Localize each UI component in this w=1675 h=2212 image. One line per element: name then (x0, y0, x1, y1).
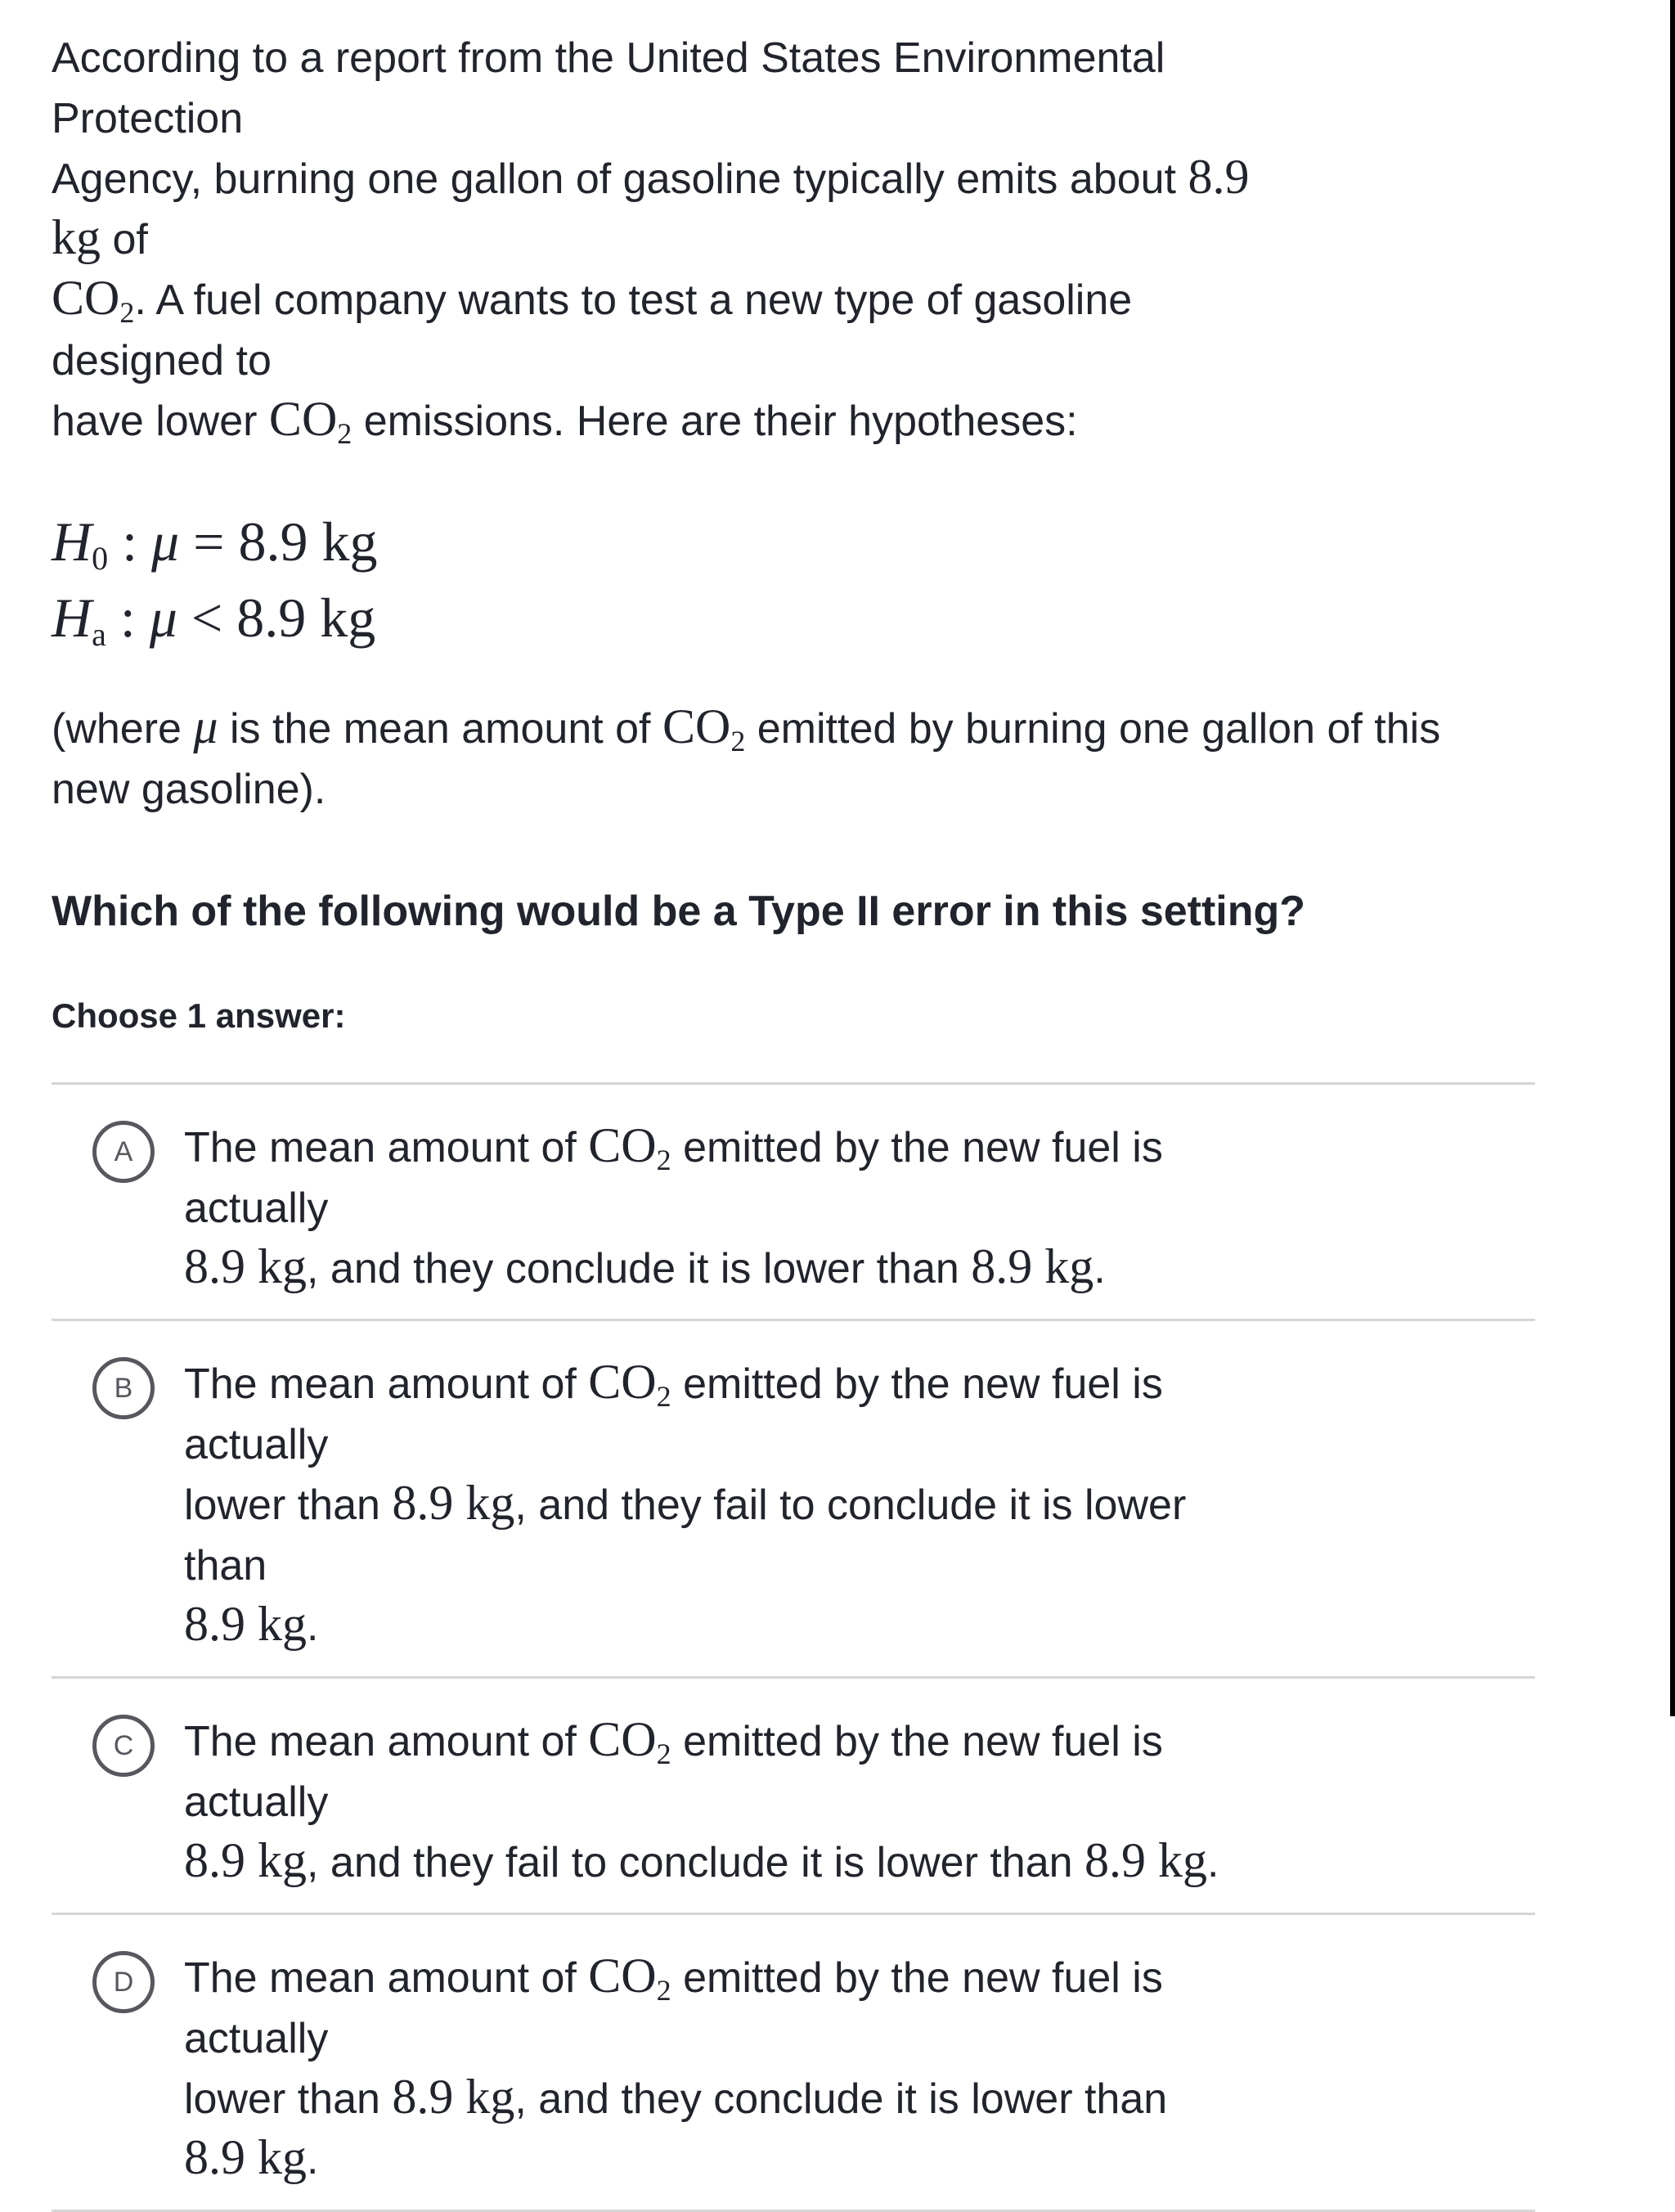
option-c-text (184, 1711, 1231, 1893)
math-run: : (108, 510, 152, 573)
question-text: Which of the following would be a Type II error in this setting? (52, 888, 1306, 935)
math-run: CO (662, 699, 731, 753)
text-line (184, 1596, 1231, 1657)
math-subscript: 2 (730, 725, 746, 758)
text-run: emitted by the new fuel is actually (184, 1718, 1163, 1826)
math-run: 8.9 kg (184, 1597, 307, 1651)
text-line (184, 1475, 1231, 1596)
text-run: The mean amount of (184, 1954, 589, 2002)
text-run: Agency, burning one gallon of gasoline typically emits about (52, 155, 1188, 203)
math-variable: H (52, 587, 92, 649)
math-subscript: 2 (337, 417, 353, 451)
math-subscript: 2 (656, 1380, 671, 1414)
text-run: have lower (52, 398, 269, 445)
math-run: CO (268, 392, 338, 446)
text-run: . (307, 1603, 319, 1650)
text-line (184, 1354, 1231, 1475)
answer-option-a[interactable] (52, 1085, 1535, 1319)
math-variable: μ (193, 699, 218, 753)
text-run: (where (52, 705, 194, 753)
text-line (52, 391, 1278, 452)
option-letter: D (113, 1967, 134, 1998)
text-line (184, 1711, 1231, 1832)
math-run: CO (588, 1949, 657, 2003)
math-run: 8.9 kg (392, 2070, 515, 2124)
intro-paragraph (52, 28, 1278, 452)
math-run: < 8.9 kg (177, 587, 376, 649)
text-run: . (1206, 1839, 1219, 1886)
text-run: emitted by the new fuel is actually (184, 1360, 1163, 1468)
math-run: : (106, 587, 150, 649)
math-run: = 8.9 kg (179, 510, 378, 573)
math-run: CO (588, 1118, 657, 1172)
math-run: CO (588, 1712, 657, 1766)
math-subscript: 2 (119, 296, 135, 330)
text-run: The mean amount of (184, 1124, 589, 1171)
text-run: , and they conclude it is lower than (307, 1245, 972, 1293)
text-run: , and they fail to conclude it is lower than (307, 1839, 1084, 1886)
math-run: 8.9 kg (184, 2130, 307, 2184)
text-line (52, 504, 1535, 580)
text-line (184, 1948, 1231, 2069)
text-run: new gasoline). (52, 766, 326, 813)
math-subscript: 0 (92, 540, 109, 578)
text-line (184, 2069, 1231, 2190)
text-line (52, 699, 1535, 759)
text-run: emitted by the new fuel is actually (184, 1954, 1163, 2062)
math-run: 8.9 kg (392, 1476, 515, 1530)
text-run: emissions. Here are their hypotheses: (352, 398, 1078, 445)
answer-option-d[interactable] (52, 1915, 1535, 2210)
text-run: . (1093, 1245, 1106, 1293)
option-a-text (184, 1117, 1231, 1299)
text-run: The mean amount of (184, 1718, 589, 1765)
option-b-radio[interactable] (92, 1357, 155, 1419)
text-run: . A fuel company wants to test a new type of gasoline designed to (52, 276, 1133, 384)
text-run: is the mean amount of (218, 705, 662, 753)
math-subscript: a (92, 616, 106, 654)
math-run: CO (52, 271, 120, 325)
math-run: 8.9 kg (971, 1239, 1094, 1293)
option-c-radio[interactable] (92, 1715, 155, 1777)
hypotheses-block (52, 504, 1535, 656)
math-variable: μ (151, 510, 180, 573)
math-run: 8.9 kg (52, 150, 1250, 264)
answer-option-c[interactable] (52, 1679, 1535, 1913)
option-letter: C (113, 1730, 134, 1761)
answer-option-b[interactable] (52, 1321, 1535, 1676)
option-a-radio[interactable] (92, 1121, 155, 1183)
math-variable: H (52, 510, 92, 573)
text-line (52, 580, 1535, 656)
text-line (184, 1117, 1231, 1239)
math-subscript: 2 (656, 1738, 671, 1771)
option-letter: A (114, 1136, 133, 1167)
text-line (52, 28, 1278, 149)
text-run: . (307, 2136, 319, 2183)
math-run: 8.9 kg (1084, 1833, 1207, 1887)
option-letter: B (114, 1373, 133, 1404)
text-run: , and they conclude it is lower than (514, 2075, 1168, 2123)
text-run: The mean amount of (184, 1360, 589, 1408)
math-run: 8.9 kg (184, 1833, 307, 1887)
math-run: CO (588, 1355, 657, 1409)
text-line (184, 1239, 1231, 1299)
mu-definition-note (52, 699, 1535, 820)
math-subscript: 2 (656, 1974, 671, 2007)
option-d-text (184, 1948, 1231, 2190)
text-line (52, 270, 1278, 391)
text-run: emitted by burning one gallon of this (745, 705, 1441, 753)
text-run: According to a report from the United States Environmental Protection (52, 34, 1165, 142)
text-run: lower than (184, 2075, 393, 2123)
option-d-radio[interactable] (92, 1951, 155, 2013)
text-run: , and they fail to conclude it is lower than (184, 1481, 1187, 1589)
math-subscript: 2 (656, 1144, 671, 1177)
choose-answer-label: Choose 1 answer: (52, 996, 346, 1035)
text-run: lower than (184, 1481, 393, 1529)
right-edge-bar (1670, 0, 1675, 1716)
text-line (52, 759, 1535, 820)
text-line (52, 149, 1278, 270)
math-variable: μ (149, 587, 177, 649)
text-run: of (101, 216, 148, 263)
math-run: 8.9 kg (184, 1239, 307, 1293)
text-run: emitted by the new fuel is actually (184, 1124, 1163, 1232)
option-b-text (184, 1354, 1231, 1657)
text-line (184, 1832, 1231, 1893)
